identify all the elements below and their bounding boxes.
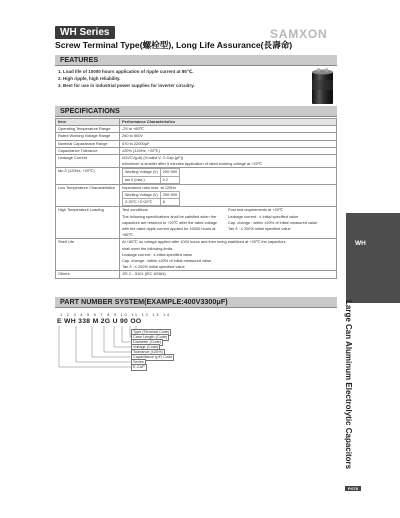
row-label: Operating Temperature Range — [56, 126, 120, 133]
row-value: 250 to 500V — [120, 133, 337, 140]
high-temp-requirements — [228, 207, 334, 238]
low-temp-table — [122, 191, 180, 206]
text-line: The following specifications shall be satisfied when the — [122, 213, 217, 219]
table-row — [56, 207, 337, 239]
text-line: Leakage current : ≤ initial specified value — [122, 251, 193, 257]
mini-value: 8 — [160, 199, 179, 206]
row-label: Others — [56, 271, 120, 278]
specifications-table — [55, 118, 337, 279]
feature-item: 2. High ripple, high reliability. — [58, 76, 121, 81]
tan-table — [122, 168, 180, 183]
row-label: Nominal Capacitance Range — [56, 140, 120, 147]
side-category-label — [342, 300, 356, 470]
mini-label: Z-25℃ / Z+20℃ — [123, 199, 161, 206]
pn-label-diameter: Diameter (Code) — [131, 339, 163, 346]
table-row — [56, 168, 337, 184]
row-label: High Temperature Loading — [56, 207, 120, 239]
col-item: Item — [56, 119, 120, 126]
part-number-heading: PART NUMBER SYSTEM(EXAMPLE:400V3300μF) — [60, 297, 228, 306]
pn-label-case-length: Case Length (Code) — [131, 334, 169, 341]
pn-label-voltage: Voltage (Code) — [131, 344, 160, 351]
pn-label-capacitance: Capacitance (μF) Code — [131, 354, 174, 361]
table-row — [56, 133, 337, 140]
row-value — [120, 207, 337, 239]
row-label: Low Temperature Characteristics — [56, 184, 120, 207]
page-number: P.078 — [345, 486, 361, 491]
text-line: capacitors are restored to +20℃ after the rated voltage — [122, 219, 218, 225]
part-number-digits: 1 2 3 4 5 6 7 8 9 10 11 12 13 14 — [60, 312, 171, 317]
mini-label: Working Voltage (V) — [123, 192, 161, 199]
part-number-header — [55, 297, 337, 308]
row-value: 470 to 22000μF — [120, 140, 337, 147]
pn-label-terminal: Type (Terminal Code) — [131, 329, 171, 336]
text-line: Cap. change : within ±20% of initial measured value — [228, 219, 318, 225]
row-value: JIS C - 5101 (IEC 60384) — [120, 271, 337, 278]
feature-item: 1. Load life of 10000 hours application of ripple current at 85℃. — [58, 69, 194, 74]
low-temp-note: Impedance ratio max. at 120Hz — [122, 184, 177, 190]
part-number-code: E WH 338 M 2G U 90 OO — [57, 318, 142, 325]
table-row — [56, 271, 337, 278]
series-tag: WH Series — [55, 26, 115, 39]
row-label: Capacitance Tolerance — [56, 147, 120, 154]
pn-label-ecap: E-CAP — [131, 364, 147, 371]
feature-item: 3. Best for use in industrial power supplies for inverter circuitry. — [58, 83, 195, 88]
row-label: Rated Working Voltage Range — [56, 133, 120, 140]
col-performance: Performance Characteristics — [120, 119, 337, 126]
specifications-heading: SPECIFICATIONS — [60, 106, 120, 115]
mini-value: 250~500 — [160, 169, 179, 176]
text-line: shall meet the following limits. — [122, 245, 174, 251]
side-tab-band — [346, 213, 400, 303]
row-label: Shelf Life — [56, 239, 120, 271]
row-value — [120, 184, 337, 207]
row-value — [120, 155, 337, 168]
mini-value: 250~500 — [160, 192, 179, 199]
text-line: with the rated ripple current applied for 10000 hours at — [122, 226, 216, 232]
text-line: At +85℃ no voltage applied after 1000 hours and then being stabilized at +20℃ the capacitors — [122, 239, 286, 245]
table-header-row — [56, 119, 337, 126]
text-line: Cap. change : within ±20% of initial measured value — [122, 258, 212, 264]
text-line: Leakage current : ≤ initial specified value — [228, 213, 299, 219]
pn-label-series: Series — [131, 359, 146, 366]
table-row — [56, 239, 337, 271]
pn-label-tolerance: Tolerance (±20%) — [131, 349, 165, 356]
text-line: Post test requirements at +20℃ — [228, 207, 284, 213]
row-label: tan δ (120Hz, +20℃) — [56, 168, 120, 184]
text-line: Tan δ : ≤ 200% initial specified value — [122, 264, 185, 270]
text-line: +85℃. — [122, 232, 135, 238]
table-row — [56, 147, 337, 154]
leakage-note: whichever is smaller after 5 minutes application of rated working voltage at +20℃ — [122, 161, 263, 167]
text-line: Tan δ : ≤ 200% initial specified value — [228, 226, 291, 232]
features-header — [55, 55, 337, 66]
mini-value: 0.2 — [160, 176, 179, 183]
high-temp-conditions — [122, 207, 228, 238]
table-row — [56, 140, 337, 147]
row-value: -25 to +85℃ — [120, 126, 337, 133]
features-heading: FEATURES — [60, 55, 99, 64]
row-value: ±20% (120Hz, +20℃) — [120, 147, 337, 154]
side-category-text: Large Can Aluminum Electrolytic Capacitors — [344, 300, 353, 470]
row-value — [120, 239, 337, 271]
page-title: Screw Terminal Type(螺栓型), Long Life Assurance(長壽命) — [55, 40, 293, 50]
specifications-header — [55, 106, 337, 117]
mini-label: Working Voltage (V) — [123, 169, 161, 176]
text-line: Test conditions — [122, 207, 148, 213]
leakage-formula: I≤3√CV(μA) (V:rated V, C:Cap.(μF)) — [122, 155, 184, 161]
table-row — [56, 126, 337, 133]
row-value — [120, 168, 337, 184]
brand-logo: SAMXON — [270, 27, 328, 41]
capacitor-image — [311, 68, 334, 105]
mini-label: tan δ (max.) — [123, 176, 161, 183]
side-tab-label: WH — [355, 240, 366, 247]
table-row — [56, 184, 337, 207]
row-label: Leakage Current — [56, 155, 120, 168]
table-row — [56, 155, 337, 168]
